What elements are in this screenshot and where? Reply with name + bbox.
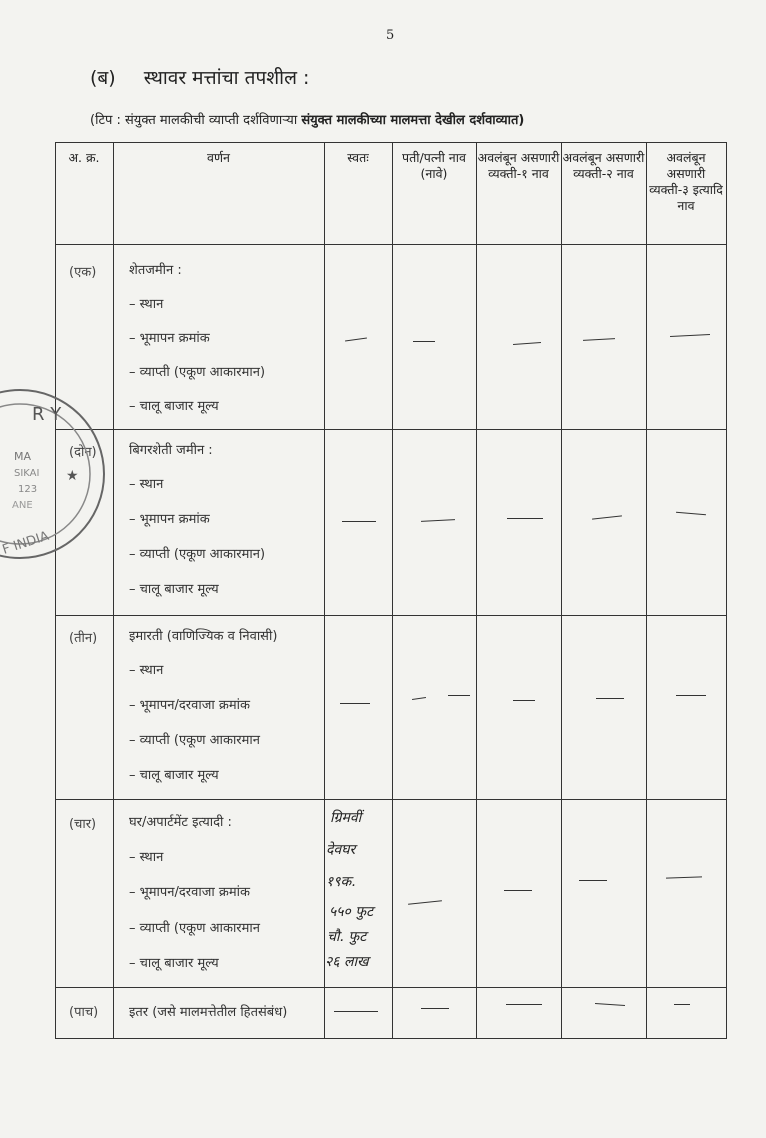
assets-table <box>55 142 727 1038</box>
row-item: – भूमापन/दरवाजा क्रमांक <box>129 698 250 713</box>
section-label: (ब) <box>90 67 116 89</box>
row-sn: (चार) <box>69 817 97 832</box>
header-dependent-1: अवलंबून असणारी व्यक्ती-१ नाव <box>477 150 560 181</box>
row-title: इमारती (वाणिज्यिक व निवासी) <box>129 629 278 644</box>
section-heading <box>90 64 309 90</box>
row-title: शेतजमीन : <box>129 263 182 278</box>
header-dependent-2: अवलंबून असणारी व्यक्ती-२ नाव <box>562 150 645 181</box>
row-item: – भूमापन क्रमांक <box>129 331 210 346</box>
row-item: – व्याप्ती (एकूण आकारमान <box>129 921 260 936</box>
row-item: – चालू बाजार मूल्य <box>129 768 219 783</box>
header-self: स्वतः <box>347 150 369 165</box>
row-item: – व्याप्ती (एकूण आकारमान <box>129 733 260 748</box>
header-spouse: पती/पत्नी नाव (नावे) <box>402 150 466 181</box>
row-sn: (एक) <box>69 265 97 280</box>
row-item: – चालू बाजार मूल्य <box>129 399 219 414</box>
row-item: – स्थान <box>129 477 164 492</box>
handwritten-entry: २६ लाख <box>325 954 369 970</box>
row-item: – भूमापन/दरवाजा क्रमांक <box>129 885 250 900</box>
handwritten-entry: ग्रिमवीं <box>330 810 362 826</box>
svg-text:R Y: R Y <box>32 404 62 425</box>
note-text <box>90 110 524 128</box>
svg-text:MA: MA <box>14 450 32 463</box>
row-item: – स्थान <box>129 297 164 312</box>
header-description: वर्णन <box>207 150 230 165</box>
svg-text:★: ★ <box>66 468 79 484</box>
row-sn: (तीन) <box>69 631 98 646</box>
handwritten-entry: चौ. फुट <box>327 929 367 945</box>
row-item: – चालू बाजार मूल्य <box>129 582 219 597</box>
header-dependent-3: अवलंबून असणारी व्यक्ती-३ इत्यादि नाव <box>649 150 723 213</box>
note-part2: संयुक्त मालकीच्या मालमत्ता देखील दर्शवाव्यात) <box>301 113 525 128</box>
row-title: घर/अपार्टमेंट इत्यादी : <box>129 815 232 830</box>
svg-text:SIKAI: SIKAI <box>14 468 40 479</box>
row-item: – भूमापन क्रमांक <box>129 512 210 527</box>
row-item: – स्थान <box>129 850 164 865</box>
header-sr: अ. क्र. <box>68 150 100 165</box>
section-title: स्थावर मत्तांचा तपशील : <box>143 67 310 89</box>
handwritten-entry: ५५० फुट <box>329 904 374 920</box>
row-sn: (दोन) <box>69 445 97 460</box>
handwritten-entry: देवघर <box>326 842 356 858</box>
row-title: बिगरशेती जमीन : <box>129 443 213 458</box>
row-item: – स्थान <box>129 663 164 678</box>
note-part1: (टिप : संयुक्त मालकीची व्याप्ती दर्शविणाऱ्या <box>90 113 302 128</box>
svg-text:F INDIA: F INDIA <box>0 528 51 558</box>
svg-text:123: 123 <box>18 484 38 495</box>
row-item: – व्याप्ती (एकूण आकारमान) <box>129 365 266 380</box>
row-item: – चालू बाजार मूल्य <box>129 956 219 971</box>
row-title: इतर (जसे मालमत्तेतील हितसंबंध) <box>129 1005 288 1020</box>
page-number: 5 <box>386 28 395 43</box>
handwritten-entry: १९क. <box>326 874 356 890</box>
row-sn: (पाच) <box>69 1005 99 1020</box>
svg-text:ANE: ANE <box>12 500 33 511</box>
notary-stamp <box>0 380 112 568</box>
row-item: – व्याप्ती (एकूण आकारमान) <box>129 547 266 562</box>
